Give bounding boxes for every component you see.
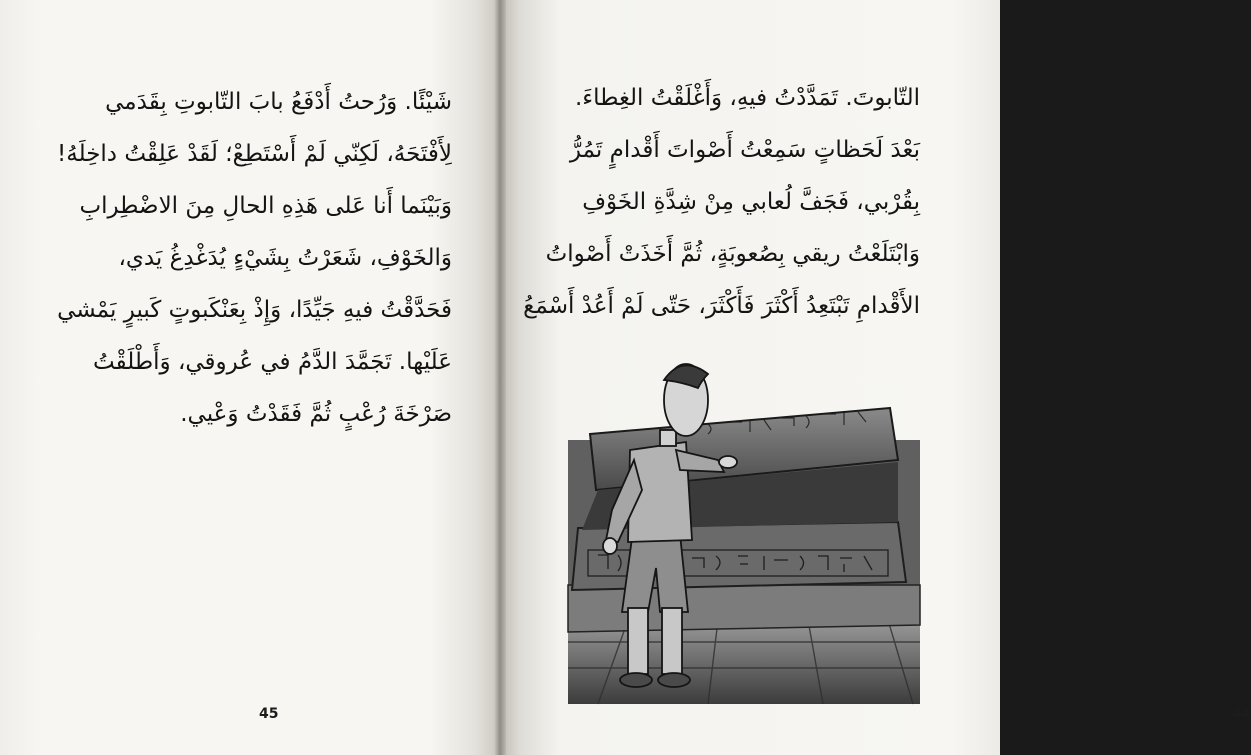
text-line: شَيْئًا. وَرُحتُ أَدْفَعُ بابَ التّابوتِ بِقَدَمي — [105, 89, 452, 115]
text-line: عَلَيْها. تَجَمَّدَ الدَّمُ في عُروقي، وَأَطْلَقْتُ — [93, 349, 452, 375]
page-number-right: 44 — [1232, 706, 1251, 722]
text-line: صَرْخَةَ رُعْبٍ ثُمَّ فَقَدْتُ وَعْيي. — [180, 401, 452, 427]
text-line: بِقُرْبي، فَجَفَّ لُعابي مِنْ شِدَّةِ الخَوْفِ — [582, 189, 920, 215]
text-line: فَحَدَّقْتُ فيهِ جَيِّدًا، وَإِذْ بِعَنْكَبوتٍ كَبيرٍ يَمْشي — [57, 297, 452, 323]
text-line: وَالخَوْفِ، شَعَرْتُ بِشَيْءٍ يُدَغْدِغُ يَدي، — [118, 245, 452, 271]
sarcophagus-boy-illustration — [568, 350, 920, 704]
text-line: لِأَفْتَحَهُ، لَكِنّي لَمْ أَسْتَطِعْ؛ لَقَدْ عَلِقْتُ داخِلَهُ! — [57, 141, 452, 167]
book-gutter — [494, 0, 506, 755]
page-number-left: 45 — [259, 706, 279, 722]
text-line: وَبَيْنَما أَنا عَلى هَذِهِ الحالِ مِنَ الاضْطِرابِ — [79, 193, 452, 219]
left-page-text — [57, 76, 452, 440]
text-line: وَابْتَلَعْتُ ريقي بِصُعوبَةٍ، ثُمَّ أَخَذَتْ أَصْواتُ — [545, 241, 920, 267]
text-line: التّابوتَ. تَمَدَّدْتُ فيهِ، وَأَغْلَقْتُ الغِطاءَ. — [574, 85, 920, 111]
text-line: بَعْدَ لَحَظاتٍ سَمِعْتُ أَصْواتَ أَقْدامٍ تَمُرُّ — [569, 137, 920, 163]
right-page-text — [523, 72, 920, 332]
text-line: الأَقْدامِ تَبْتَعِدُ أَكْثَرَ فَأَكْثَرَ، حَتّى لَمْ أَعُدْ أَسْمَعُ — [523, 293, 920, 319]
left-page — [0, 0, 500, 755]
